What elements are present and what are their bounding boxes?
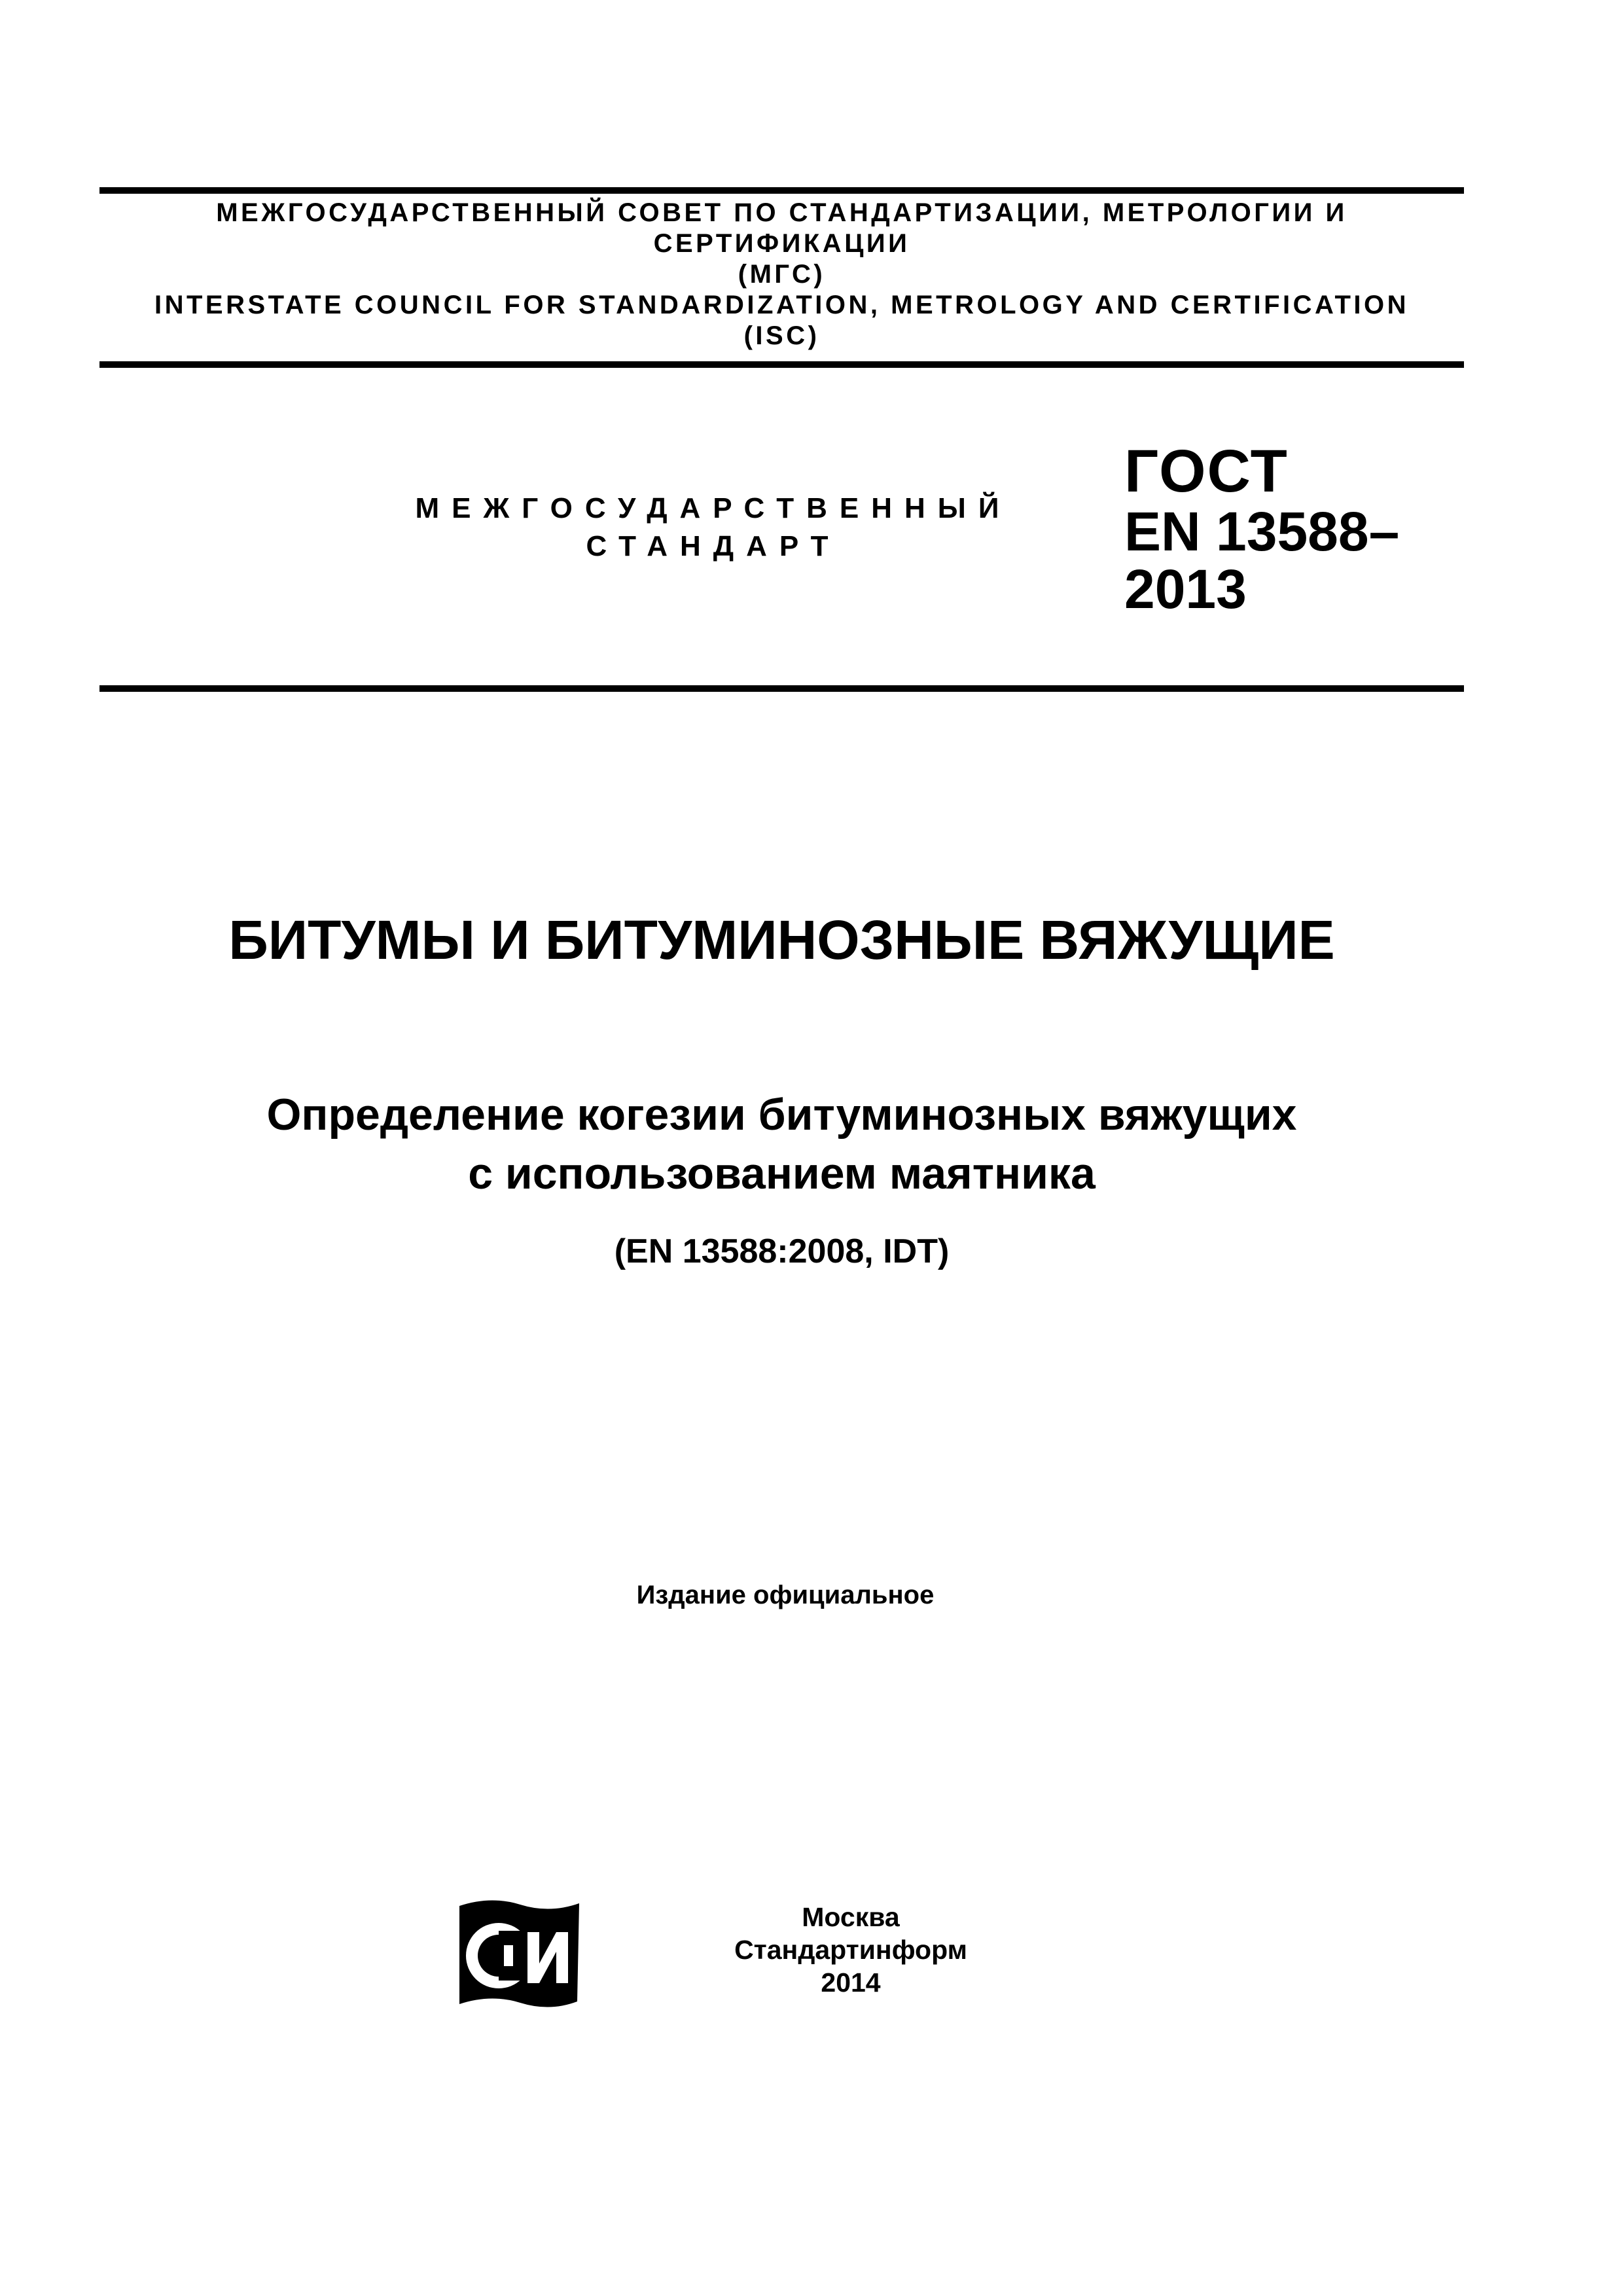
standard-type-line2: СТАНДАРТ <box>586 530 841 562</box>
publisher-city: Москва <box>802 1902 900 1932</box>
council-abbr-en: (ISC) <box>743 321 820 350</box>
council-name-ru-line1: МЕЖГОСУДАРСТВЕННЫЙ СОВЕТ ПО СТАНДАРТИЗАЦИИ, МЕТРОЛОГИИ И <box>216 198 1347 227</box>
council-header <box>99 198 1464 351</box>
top-rule <box>99 187 1464 194</box>
council-abbr-ru: (МГС) <box>738 260 826 289</box>
council-name-ru-line2: СЕРТИФИКАЦИИ <box>653 229 910 258</box>
standartinform-logo-icon <box>452 1892 582 2016</box>
document-subtitle <box>99 1085 1464 1203</box>
header-rule <box>99 361 1464 368</box>
standard-type-line1: МЕЖГОСУДАРСТВЕННЫЙ <box>415 492 1012 524</box>
publisher-block <box>654 1901 1047 1999</box>
subtitle-line1: Определение когезии битуминозных вяжущих <box>266 1090 1297 1139</box>
designation-rule <box>99 685 1464 692</box>
gost-prefix: ГОСТ <box>1124 438 1289 505</box>
council-name-en: INTERSTATE COUNCIL FOR STANDARDIZATION, METROLOGY AND CERTIFICATION <box>154 291 1409 319</box>
standard-type-label <box>366 490 1060 565</box>
subtitle-line2: с использованием маятника <box>468 1149 1096 1198</box>
edition-note: Издание официальное <box>636 1581 935 1609</box>
publication-year: 2014 <box>821 1967 881 1998</box>
gost-number: EN 13588– <box>1124 501 1400 562</box>
gost-designation <box>1124 440 1399 618</box>
equivalence-reference: (EN 13588:2008, IDT) <box>614 1232 950 1270</box>
publisher-name: Стандартинформ <box>734 1935 967 1965</box>
gost-year: 2013 <box>1124 558 1247 620</box>
document-title: БИТУМЫ И БИТУМИНОЗНЫЕ ВЯЖУЩИЕ <box>228 909 1335 971</box>
